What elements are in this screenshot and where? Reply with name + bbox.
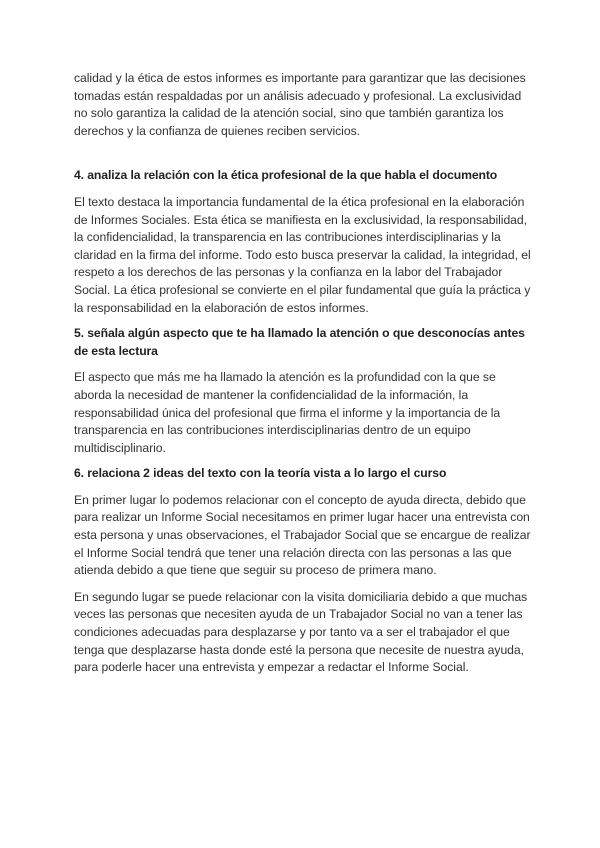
spacer: [74, 483, 534, 492]
spacer: [74, 580, 534, 589]
section-4-paragraph: El texto destaca la importancia fundamental de la ética profesional en la elaboración de Informes Sociales. Esta ética se manifiesta en la exclusividad, la responsabilidad, la confidencialidad, la transparencia en las contribuciones interdisciplinarias y la claridad en la firma del informe. Todo esto busca preservar la calidad, la integridad, el respeto a los derechos de las personas y la confianza en la labor del Trabajador Social. La ética profesional se convierte en el pilar fundamental que guía la práctica y la responsabilidad en la elaboración de estos informes.: [74, 194, 531, 315]
spacer: [74, 317, 534, 325]
spacer: [74, 140, 534, 167]
page-content: [74, 70, 534, 677]
section-5-heading: 5. señala algún aspecto que te ha llamado la atención o que desconocías antes de esta lectura: [74, 326, 525, 358]
section-6-paragraph-2: En segundo lugar se puede relacionar con la visita domiciliaria debido a que muchas veces las personas que necesiten ayuda de un Trabajador Social no van a tener las condiciones adecuadas para desplazarse y por tanto va a ser el trabajador el que tenga que desplazarse hasta donde esté la persona que necesite de nuestra ayuda, para poderle hacer una entrevista y empezar a redactar el Informe Social.: [74, 589, 528, 675]
section-6-paragraph-1: En primer lugar lo podemos relacionar con el concepto de ayuda directa, debido que para realizar un Informe Social necesitamos en primer lugar hacer una entrevista con esta persona y unas observaciones, el Trabajador Social que se encargue de realizar el Informe Social tendrá que tener una relación directa con las personas a las que atienda debido a que tiene que seguir su proceso de primera mano.: [74, 492, 531, 578]
spacer: [74, 457, 534, 465]
section-5-paragraph: El aspecto que más me ha llamado la atención es la profundidad con la que se aborda la necesidad de mantener la confidencialidad de la información, la responsabilidad única del profesional que firma el informe y la importancia de la transparencia en las contribuciones interdisciplinarias dentro de un equipo multidisciplinario.: [74, 370, 501, 455]
spacer: [74, 360, 534, 369]
intro-paragraph: calidad y la ética de estos informes es importante para garantizar que las decisiones tomadas están respaldadas por un análisis adecuado y profesional. La exclusividad no solo garantiza la calidad de la atención social, sino que también garantiza los derechos y la confianza de quienes reciben servicios.: [74, 71, 526, 138]
spacer: [74, 185, 534, 194]
section-4-heading: 4. analiza la relación con la ética profesional de la que habla el documento: [74, 168, 498, 183]
section-6-heading: 6. relaciona 2 ideas del texto con la teoría vista a lo largo el curso: [74, 466, 447, 481]
